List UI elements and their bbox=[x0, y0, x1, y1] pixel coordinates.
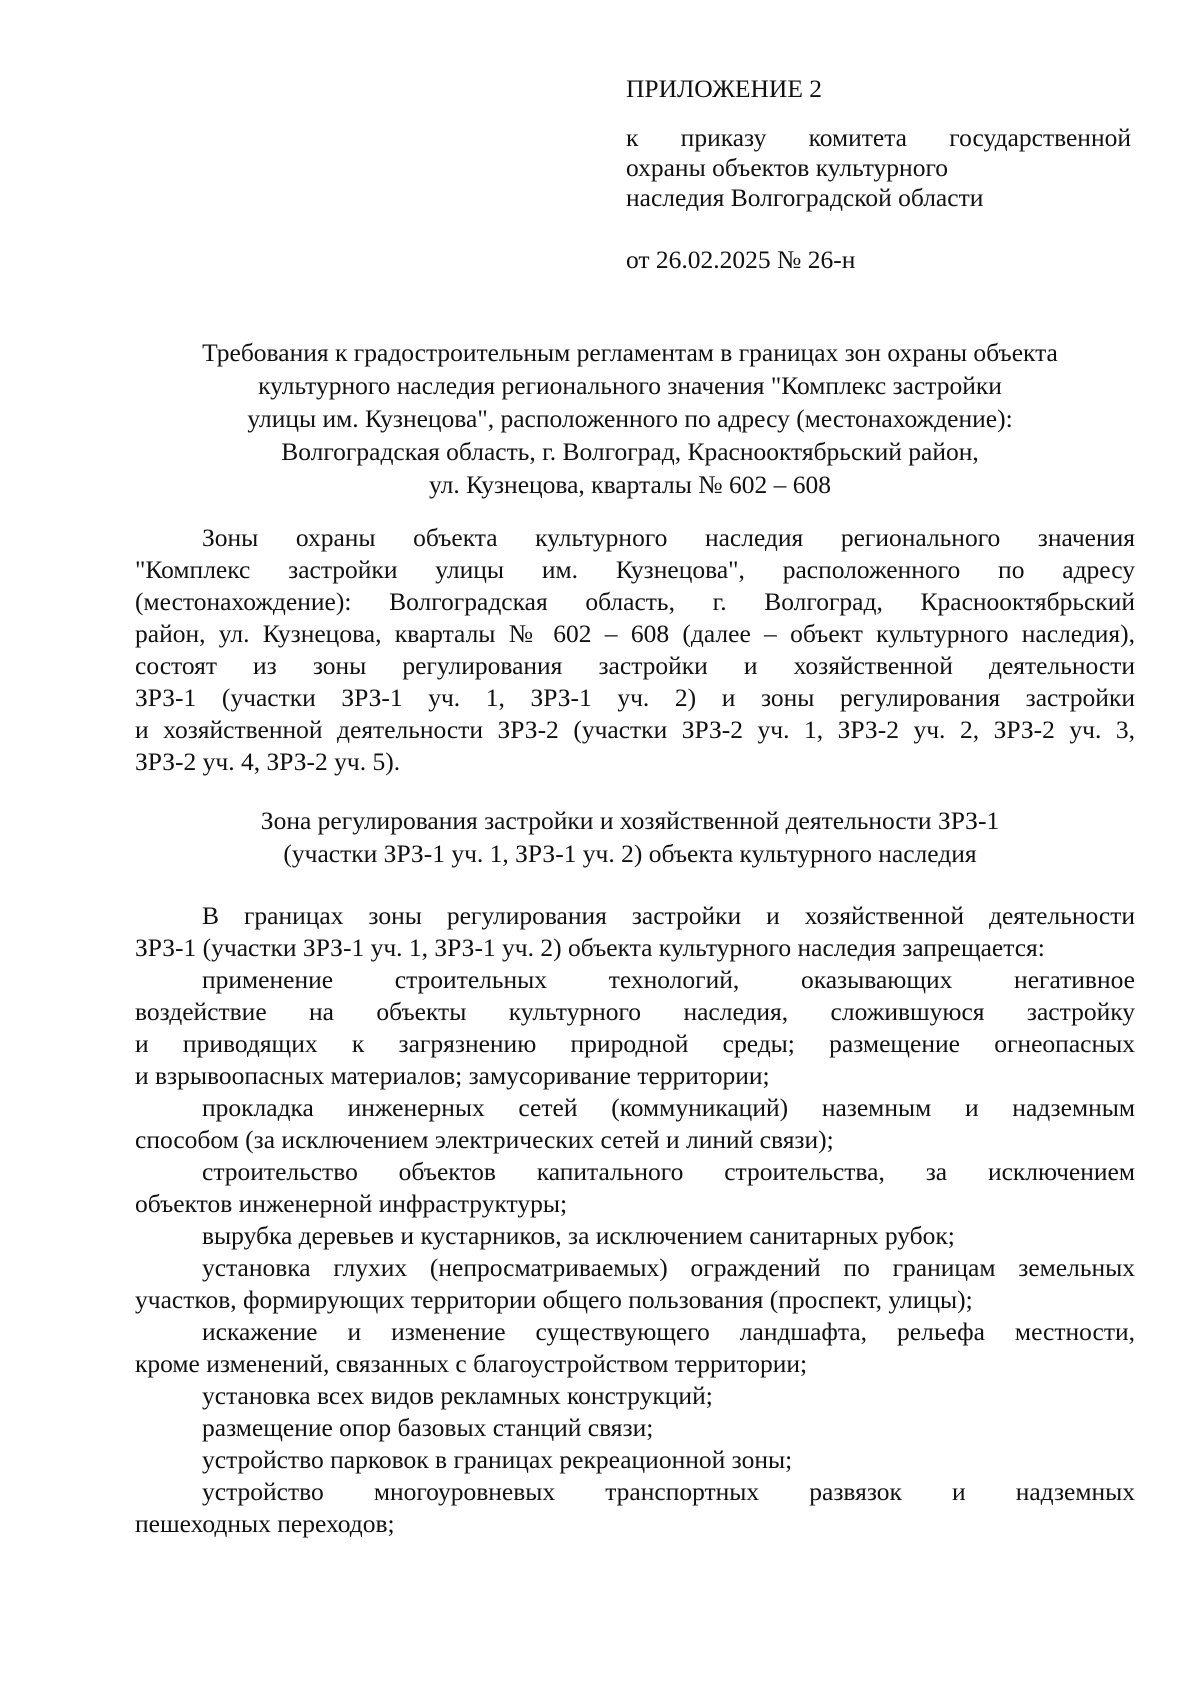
section-heading bbox=[130, 804, 1130, 870]
list-item-line: и приводящих к загрязнению природной среды; размещение огнеопасных bbox=[135, 1029, 1135, 1058]
paragraph-line: и хозяйственной деятельности ЗРЗ-2 (участки ЗРЗ-2 уч. 1, ЗРЗ-2 уч. 2, ЗРЗ-2 уч. 3, bbox=[135, 715, 1135, 744]
title-line: ул. Кузнецова, кварталы № 602 – 608 bbox=[429, 470, 831, 499]
section-heading-line: (участки ЗРЗ-1 уч. 1, ЗРЗ-1 уч. 2) объекта культурного наследия bbox=[283, 839, 977, 868]
list-item-line: применение строительных технологий, оказывающих негативное bbox=[202, 965, 1135, 994]
list-item-line: и взрывоопасных материалов; замусоривание территории; bbox=[135, 1061, 770, 1090]
paragraph-line: Зоны охраны объекта культурного наследия регионального значения bbox=[202, 523, 1135, 552]
paragraph-line: ЗРЗ-1 (участки ЗРЗ-1 уч. 1, ЗРЗ-1 уч. 2) объекта культурного наследия запрещается: bbox=[135, 933, 1045, 962]
list-item-line: устройство многоуровневых транспортных развязок и надземных bbox=[202, 1477, 1135, 1506]
appendix-heading: ПРИЛОЖЕНИЕ 2 bbox=[626, 74, 823, 103]
list-item-line: установка глухих (непросматриваемых) ограждений по границам земельных bbox=[202, 1253, 1135, 1282]
appendix-block bbox=[626, 74, 1131, 104]
appendix-line: наследия Волгоградской области bbox=[626, 183, 984, 212]
paragraph-line: состоят из зоны регулирования застройки и хозяйственной деятельности bbox=[135, 651, 1135, 680]
list-item-line: способом (за исключением электрических сетей и линий связи); bbox=[135, 1125, 834, 1154]
list-item-line: прокладка инженерных сетей (коммуникаций) наземным и надземным bbox=[202, 1093, 1135, 1122]
title-line: Требования к градостроительным регламентам в границах зон охраны объекта bbox=[202, 338, 1058, 367]
list-item-line: вырубка деревьев и кустарников, за исключением санитарных рубок; bbox=[202, 1221, 955, 1250]
list-item-line: устройство парковок в границах рекреационной зоны; bbox=[202, 1445, 793, 1474]
title-line: культурного наследия регионального значения "Комплекс застройки bbox=[258, 371, 1002, 400]
list-item-line: искажение и изменение существующего ландшафта, рельефа местности, bbox=[202, 1317, 1135, 1346]
paragraph-line: ЗРЗ-1 (участки ЗРЗ-1 уч. 1, ЗРЗ-1 уч. 2) и зоны регулирования застройки bbox=[135, 683, 1135, 712]
section-heading-line: Зона регулирования застройки и хозяйственной деятельности ЗРЗ-1 bbox=[260, 806, 1000, 835]
document-title bbox=[130, 336, 1130, 501]
list-item-line: строительство объектов капитального строительства, за исключением bbox=[202, 1157, 1135, 1186]
list-item-line: участков, формирующих территории общего пользования (проспект, улицы); bbox=[135, 1285, 973, 1314]
body-text bbox=[135, 900, 1135, 1540]
paragraph-line: ЗРЗ-2 уч. 4, ЗРЗ-2 уч. 5). bbox=[135, 747, 401, 776]
title-line: Волгоградская область, г. Волгоград, Краснооктябрьский район, bbox=[281, 437, 979, 466]
appendix-date-block bbox=[626, 245, 1131, 275]
appendix-date: от 26.02.2025 № 26-н bbox=[626, 245, 856, 274]
paragraph-line: "Комплекс застройки улицы им. Кузнецова", расположенного по адресу bbox=[135, 555, 1135, 584]
list-item-line: установка всех видов рекламных конструкций; bbox=[202, 1381, 713, 1410]
list-item-line: объектов инженерной инфраструктуры; bbox=[135, 1189, 568, 1218]
list-item-line: размещение опор базовых станций связи; bbox=[202, 1413, 654, 1442]
intro-paragraph bbox=[135, 522, 1135, 778]
list-item-line: воздействие на объекты культурного наследия, сложившуюся застройку bbox=[135, 997, 1135, 1026]
appendix-line: охраны объектов культурного bbox=[626, 153, 949, 182]
paragraph-line: В границах зоны регулирования застройки и хозяйственной деятельности bbox=[202, 901, 1135, 930]
title-line: улицы им. Кузнецова", расположенного по адресу (местонахождение): bbox=[247, 404, 1013, 433]
list-item-line: пешеходных переходов; bbox=[135, 1509, 395, 1538]
appendix-reference bbox=[626, 123, 1131, 213]
paragraph-line: район, ул. Кузнецова, кварталы № 602 – 608 (далее – объект культурного наследия), bbox=[135, 619, 1135, 648]
appendix-line: к приказу комитета государственной bbox=[626, 123, 1131, 152]
paragraph-line: (местонахождение): Волгоградская область, г. Волгоград, Краснооктябрьский bbox=[135, 587, 1135, 616]
list-item-line: кроме изменений, связанных с благоустройством территории; bbox=[135, 1349, 808, 1378]
